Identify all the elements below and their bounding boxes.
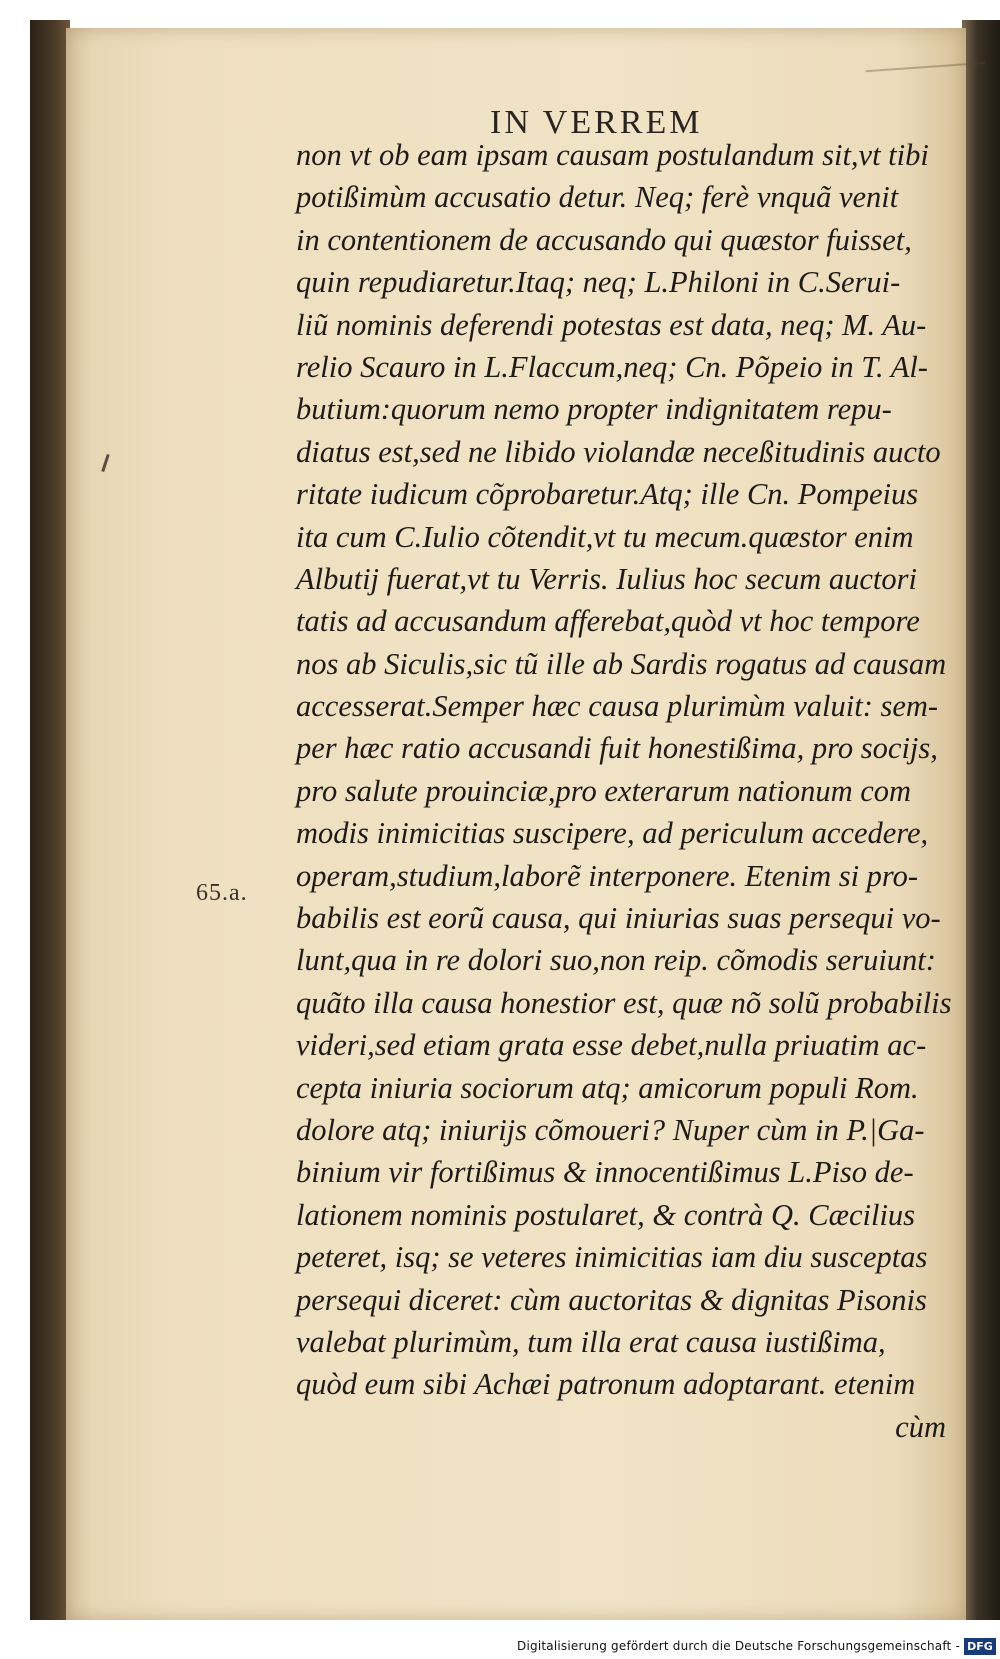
text-line: Albutij fuerat,vt tu Verris. Iulius hoc secum auctori [296, 561, 917, 596]
footer-credit: Digitalisierung gefördert durch die Deutsche Forschungsgemeinschaft - [517, 1639, 960, 1653]
text-line: ita cum C.Iulio cõtendit,vt tu mecum.quæstor enim [296, 519, 914, 554]
text-line: operam,studium,laborẽ interponere. Etenim si pro- [296, 858, 919, 893]
text-line: cepta iniuria sociorum atq; amicorum populi Rom. [296, 1070, 919, 1105]
text-line: non vt ob eam ipsam causam postulandum sit,vt tibi [296, 138, 929, 172]
text-line: butium:quorum nemo propter indignitatem repu- [296, 392, 892, 427]
text-line: cùm [895, 1409, 946, 1444]
text-line: valebat plurimùm, tum illa erat causa iustißima, [296, 1324, 886, 1359]
running-head: IN VERREM [490, 104, 703, 141]
text-line: nos ab Siculis,sic tũ ille ab Sardis rogatus ad causam [296, 646, 947, 681]
text-line: babilis est eorũ causa, qui iniurias suas persequi vo- [296, 901, 941, 936]
text-line: lunt,qua in re dolori suo,non reip. cõmodis seruiunt: [296, 943, 936, 978]
text-line: ritate iudicum cõprobaretur.Atq; ille Cn. Pompeius [296, 477, 919, 512]
text-line: quin repudiaretur.Itaq; neq; L.Philoni in C.Serui- [296, 265, 901, 300]
text-line: quòd eum sibi Achæi patronum adoptarant. etenim [296, 1367, 916, 1402]
text-line: potißimùm accusatio detur. Neq; ferè vnquã venit [296, 180, 899, 215]
book-cover-left [30, 20, 70, 1620]
text-line: liũ nominis deferendi potestas est data, neq; M. Au- [296, 307, 927, 342]
text-line: videri,sed etiam grata esse debet,nulla priuatim ac- [296, 1028, 927, 1063]
text-line: pro salute prouinciæ,pro exterarum nationum com [296, 773, 912, 808]
dfg-logo: DFG [964, 1638, 996, 1655]
text-line: peteret, isq; se veteres inimicitias iam diu susceptas [296, 1240, 928, 1275]
text-line: in contentionem de accusando qui quæstor fuisset, [296, 222, 912, 257]
text-line: persequi diceret: cùm auctoritas & dignitas Pisonis [296, 1282, 927, 1317]
body-text [296, 134, 956, 1448]
text-line: modis inimicitias suscipere, ad periculum accedere, [296, 816, 929, 851]
text-line: per hæc ratio accusandi fuit honestißima, pro socijs, [296, 731, 938, 766]
text-line: diatus est,sed ne libido violandæ neceßitudinis aucto [296, 434, 941, 469]
text-line: lationem nominis postularet, & contrà Q. Cæcilius [296, 1197, 916, 1232]
marginal-note: 65.a. [196, 880, 248, 906]
text-line: binium vir fortißimus & innocentißimus L.Piso de- [296, 1155, 914, 1190]
text-line: tatis ad accusandum afferebat,quòd vt hoc tempore [296, 604, 920, 639]
book-cover-right [962, 20, 1000, 1620]
text-line: quãto illa causa honestior est, quæ nõ solũ probabilis [296, 985, 952, 1020]
footer-bar [0, 1636, 1000, 1659]
text-line: dolore atq; iniurijs cõmoueri? Nuper cùm in P.|Ga- [296, 1112, 925, 1147]
text-line: relio Scauro in L.Flaccum,neq; Cn. Põpeio in T. Al- [296, 349, 928, 384]
text-line: accesserat.Semper hæc causa plurimùm valuit: sem- [296, 689, 939, 724]
